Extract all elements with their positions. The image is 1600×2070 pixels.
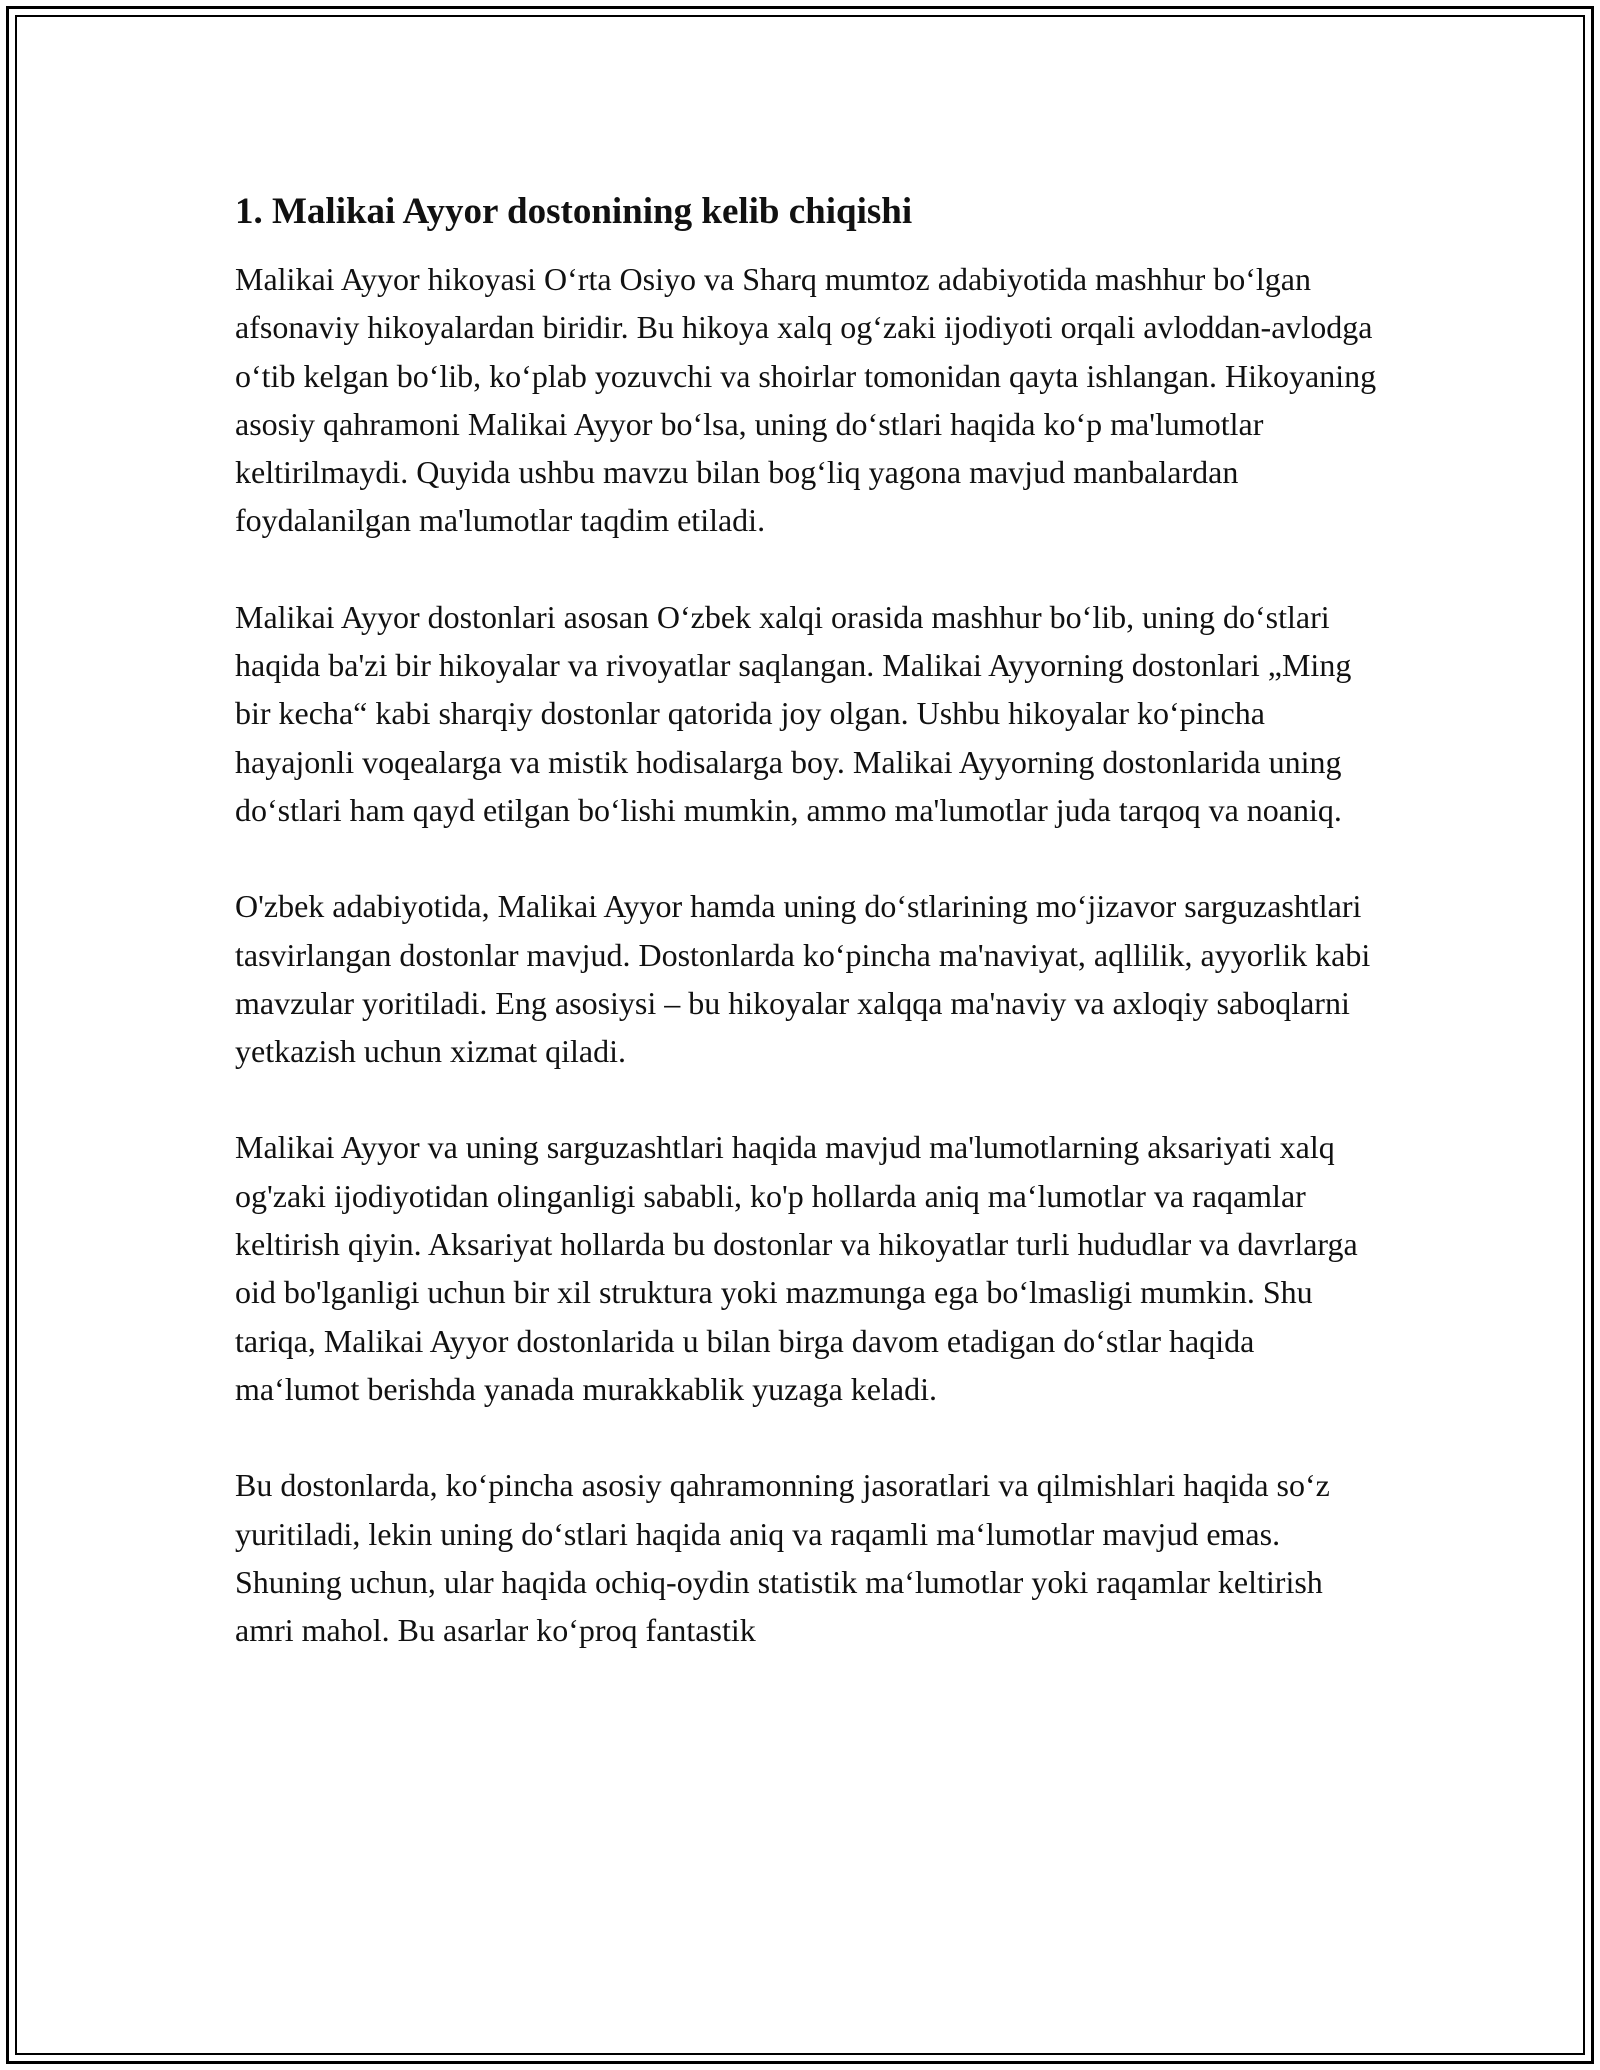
paragraph-2: Malikai Ayyor dostonlari asosan O‘zbek xalqi orasida mashhur bo‘lib, uning do‘stlari haqida ba'zi bir hikoyalar va rivoyatlar saqlangan. Malikai Ayyorning dostonlari „Ming bir kecha“ kabi sharqiy dostonlar qatorida joy olgan. Ushbu hikoyalar ko‘pincha hayajonli voqealarga va mistik hodisalarga boy. Malikai Ayyorning dostonlarida uning do‘stlari ham qayd etilgan bo‘lishi mumkin, ammo ma'lumotlar juda tarqoq va noaniq. [235, 598, 1352, 828]
paragraph-1: Malikai Ayyor hikoyasi O‘rta Osiyo va Sharq mumtoz adabiyotida mashhur bo‘lgan afsonaviy hikoyalardan biridir. Bu hikoya xalq og‘zaki ijodiyoti orqali avloddan-avlodga o‘tib kelgan bo‘lib, ko‘plab yozuvchi va shoirlar tomonidan qayta ishlangan. Hikoyaning asosiy qahramoni Malikai Ayyor bo‘lsa, uning do‘stlari haqida ko‘p ma'lumotlar keltirilmaydi. Quyida ushbu mavzu bilan bog‘liq yagona mavjud manbalardan foydalanilgan ma'lumotlar taqdim etiladi. [235, 261, 1377, 539]
paragraph-3: O'zbek adabiyotida, Malikai Ayyor hamda uning do‘stlarining mo‘jizavor sarguzashtlari tasvirlangan dostonlar mavjud. Dostonlarda ko‘pincha ma'naviyat, aqllilik, ayyorlik kabi mavzular yoritiladi. Eng asosiysi – bu hikoyalar xalqqa ma'naviy va axloqiy saboqlarni yetkazish uchun xizmat qiladi. [235, 888, 1371, 1070]
paragraph-5: Bu dostonlarda, ko‘pincha asosiy qahramonning jasoratlari va qilmishlari haqida so‘z yuritiladi, lekin uning do‘stlari haqida aniq va raqamli ma‘lumotlar mavjud emas. Shuning uchun, ular haqida ochiq-oydin statistik ma‘lumotlar yoki raqamlar keltirish amri mahol. Bu asarlar ko‘proq fantastik [235, 1467, 1330, 1649]
document-body [235, 186, 1385, 1702]
section-heading: 1. Malikai Ayyor dostonining kelib chiqishi [235, 191, 913, 232]
paragraph-4: Malikai Ayyor va uning sarguzashtlari haqida mavjud ma'lumotlarning aksariyati xalq og'zaki ijodiyotidan olinganligi sababli, ko'p hollarda aniq ma‘lumotlar va raqamlar keltirish qiyin. Aksariyat hollarda bu dostonlar va hikoyatlar turli hududlar va davrlarga oid bo'lganligi uchun bir xil struktura yoki mazmunga ega bo‘lmasligi mumkin. Shu tariqa, Malikai Ayyor dostonlarida u bilan birga davom etadigan do‘stlar haqida ma‘lumot berishda yanada murakkablik yuzaga keladi. [235, 1129, 1358, 1407]
